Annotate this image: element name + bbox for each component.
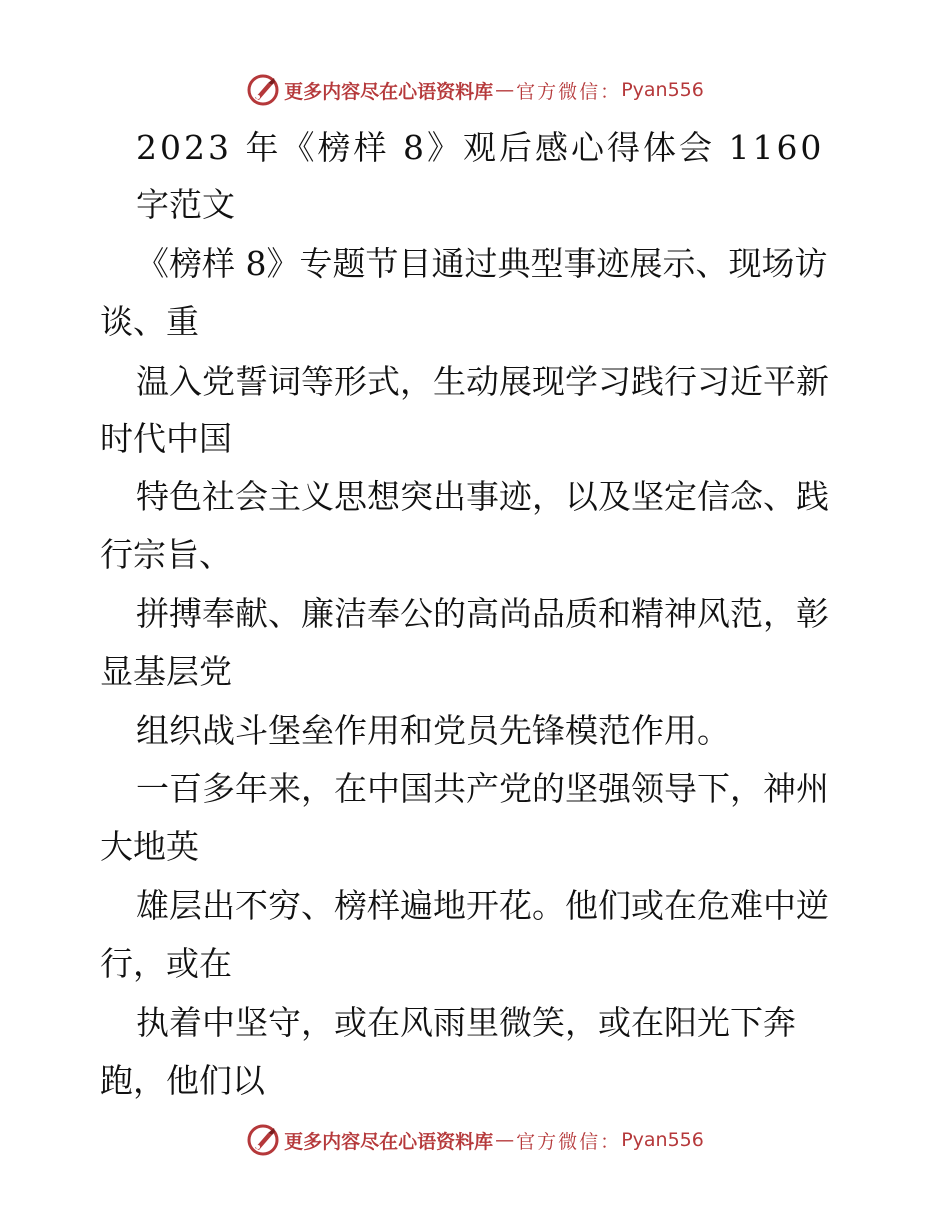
body-line: 时代中国 [100, 419, 232, 458]
body-line: 显基层党 [100, 652, 232, 691]
body-line: 拼搏奉献、廉洁奉公的高尚品质和精神风范，彰 [136, 594, 829, 633]
body-line: 大地英 [100, 827, 199, 866]
body-line: 跑，他们以 [100, 1061, 265, 1100]
body-line: 特色社会主义思想突出事迹，以及坚定信念、践 [136, 477, 829, 516]
body-line: 雄层出不穷、榜样遍地开花。他们或在危难中逆 [136, 886, 829, 925]
footer-official-label: 官方微信： [516, 1130, 622, 1153]
pen-nib-logo-icon [246, 73, 280, 107]
body-line: 温入党誓词等形式，生动展现学习践行习近平新 [136, 362, 829, 401]
body-line: 一百多年来，在中国共产党的坚强领导下，神州 [136, 769, 829, 808]
header-wechat-id: Pyan556 [621, 79, 704, 101]
pen-nib-logo-icon [246, 1123, 280, 1157]
body-line: 行宗旨、 [100, 535, 232, 574]
header-official-label: 官方微信： [516, 80, 622, 103]
header-banner[interactable] [0, 70, 950, 110]
body-line: 《榜样 8》专题节目通过典型事迹展示、现场访 [136, 244, 828, 283]
footer-wechat-id: Pyan556 [621, 1129, 704, 1151]
title-line-2: 字范文 [136, 185, 235, 224]
title-line-1: 2023 年《榜样 8》观后感心得体会 1160 [136, 128, 825, 167]
footer-banner[interactable] [0, 1120, 950, 1160]
body-line: 执着中坚守，或在风雨里微笑，或在阳光下奔 [136, 1003, 796, 1042]
header-dash: — [495, 79, 515, 101]
body-line: 组织战斗堡垒作用和党员先锋模范作用。 [136, 711, 730, 750]
footer-brand-text: 更多内容尽在心语资料库 [284, 1130, 494, 1153]
header-brand-text: 更多内容尽在心语资料库 [284, 80, 494, 103]
body-line: 行，或在 [100, 944, 232, 983]
footer-dash: — [495, 1129, 515, 1151]
body-line: 谈、重 [100, 302, 199, 341]
